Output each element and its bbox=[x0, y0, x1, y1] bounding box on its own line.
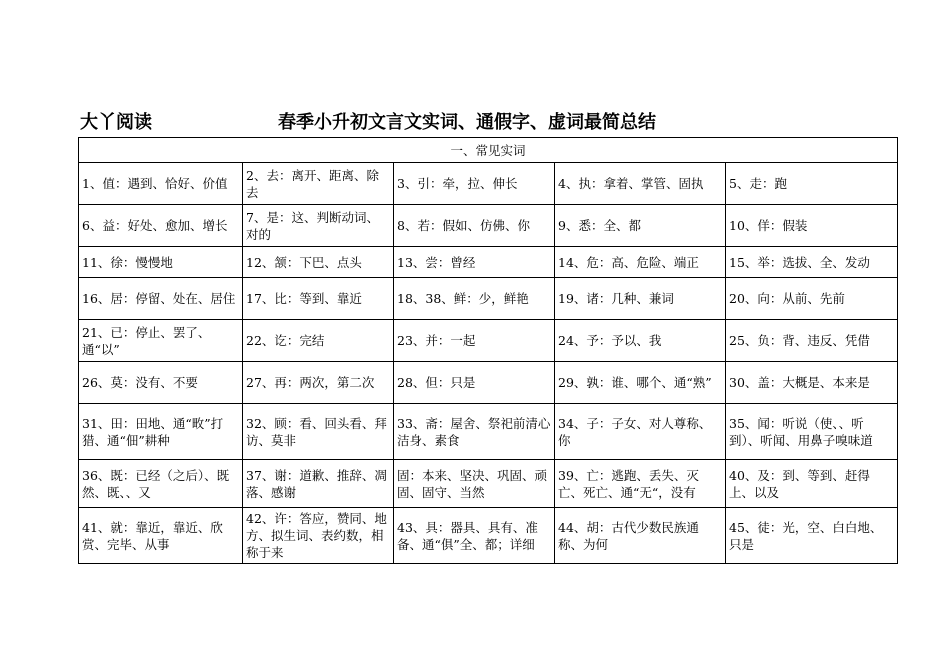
table-cell: 45、徒：光，空、白白地、只是 bbox=[726, 508, 898, 564]
table-cell: 10、佯：假装 bbox=[726, 205, 898, 247]
table-row bbox=[79, 278, 898, 320]
table-cell: 31、田：田地、通“畋”打猎、通“佃”耕种 bbox=[79, 404, 243, 460]
table-cell: 15、举：选拔、全、发动 bbox=[726, 247, 898, 278]
table-cell: 17、比：等到、靠近 bbox=[243, 278, 394, 320]
table-cell: 8、若：假如、仿佛、你 bbox=[394, 205, 555, 247]
table-cell: 28、但：只是 bbox=[394, 362, 555, 404]
table-cell: 4、执：拿着、掌管、固执 bbox=[555, 163, 726, 205]
table-row bbox=[79, 163, 898, 205]
table-cell: 26、莫：没有、不要 bbox=[79, 362, 243, 404]
table-cell: 21、已：停止、罢了、通“以” bbox=[79, 320, 243, 362]
table-cell: 23、并：一起 bbox=[394, 320, 555, 362]
table-cell: 25、负：背、违反、凭借 bbox=[726, 320, 898, 362]
table-cell: 固：本来、坚决、巩固、顽固、固守、当然 bbox=[394, 460, 555, 508]
table-cell: 19、诸：几种、兼词 bbox=[555, 278, 726, 320]
table-cell: 44、胡：古代少数民族通称、为何 bbox=[555, 508, 726, 564]
table-cell: 36、既：已经（之后）、既然、既、、又 bbox=[79, 460, 243, 508]
table-cell: 32、顾：看、回头看、拜访、莫非 bbox=[243, 404, 394, 460]
table-cell: 22、讫：完结 bbox=[243, 320, 394, 362]
table-row bbox=[79, 247, 898, 278]
table-cell: 1、值：遇到、恰好、价值 bbox=[79, 163, 243, 205]
table-cell: 29、孰：谁、哪个、通“熟” bbox=[555, 362, 726, 404]
table-cell: 11、徐：慢慢地 bbox=[79, 247, 243, 278]
table-cell: 42、许：答应，赞同、地方、拟生词、表约数，相称于来 bbox=[243, 508, 394, 564]
table-row bbox=[79, 508, 898, 564]
table-cell: 27、再：两次，第二次 bbox=[243, 362, 394, 404]
table-cell: 39、亡：逃跑、丢失、灭亡、死亡、通“无“，没有 bbox=[555, 460, 726, 508]
section-header-row bbox=[79, 138, 898, 163]
section-title: 一、常见实词 bbox=[79, 138, 898, 163]
document-title: 春季小升初文言文实词、通假字、虚词最简总结 bbox=[278, 112, 656, 133]
table-cell: 41、就：靠近，靠近、欣赏、完毕、从事 bbox=[79, 508, 243, 564]
table-cell: 2、去：离开、距离、除去 bbox=[243, 163, 394, 205]
table-cell: 5、走：跑 bbox=[726, 163, 898, 205]
header-brand: 大丫阅读 bbox=[80, 112, 152, 133]
table-cell: 33、斋：屋舍、祭祀前清心洁身、素食 bbox=[394, 404, 555, 460]
table-cell: 3、引：牵，拉、伸长 bbox=[394, 163, 555, 205]
table-cell: 30、盖：大概是、本来是 bbox=[726, 362, 898, 404]
table-row bbox=[79, 320, 898, 362]
table-cell: 24、予：予以、我 bbox=[555, 320, 726, 362]
table-cell: 37、谢：道歉、推辞、凋落、感谢 bbox=[243, 460, 394, 508]
table-cell: 20、向：从前、先前 bbox=[726, 278, 898, 320]
table-cell: 34、子：子女、对人尊称、你 bbox=[555, 404, 726, 460]
table-row bbox=[79, 362, 898, 404]
vocabulary-table bbox=[78, 137, 898, 564]
table-row bbox=[79, 460, 898, 508]
table-cell: 12、颔：下巴、点头 bbox=[243, 247, 394, 278]
table-cell: 43、具：器具、具有、准备、通“俱”全、都；详细 bbox=[394, 508, 555, 564]
table-cell: 7、是：这、判断动词、对的 bbox=[243, 205, 394, 247]
table-cell: 6、益：好处、愈加、增长 bbox=[79, 205, 243, 247]
table-cell: 9、悉：全、都 bbox=[555, 205, 726, 247]
table-row bbox=[79, 404, 898, 460]
table-cell: 18、38、鲜：少，鲜艳 bbox=[394, 278, 555, 320]
table-cell: 13、尝：曾经 bbox=[394, 247, 555, 278]
table-cell: 35、闻：听说（使、、听到）、听闻、用鼻子嗅味道 bbox=[726, 404, 898, 460]
table-cell: 16、居：停留、处在、居住 bbox=[79, 278, 243, 320]
table-cell: 14、危：高、危险、端正 bbox=[555, 247, 726, 278]
table-cell: 40、及：到、等到、赶得上、以及 bbox=[726, 460, 898, 508]
table-row bbox=[79, 205, 898, 247]
